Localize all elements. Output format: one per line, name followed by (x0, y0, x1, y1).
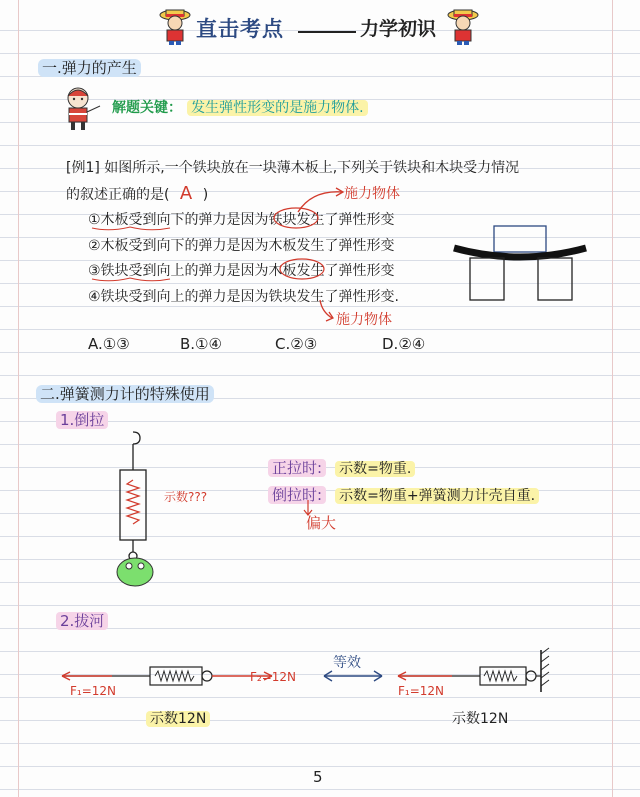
choice-d: D.②④ (382, 335, 426, 353)
f1-left: F₁=12N (70, 684, 117, 698)
choice-b: B.①④ (180, 335, 222, 353)
top-hook (133, 432, 140, 444)
example-answer: A (179, 183, 193, 204)
sub2-heading: 2.拔河 (56, 610, 108, 631)
key-text: 发生弹性形变的是施力物体. (187, 100, 367, 116)
option-2: ②木板受到向下的弹力是因为木板发生了弹性形变 (88, 238, 395, 254)
page-number: 5 (313, 768, 323, 786)
f2-label: F₂=12N (250, 670, 297, 684)
support-left (470, 258, 504, 300)
key-label: 解题关键： (112, 100, 182, 116)
reading-right: 示数12N (452, 711, 509, 727)
sub1-heading: 1.倒拉 (56, 409, 108, 430)
section2-heading: 二.弹簧测力计的特殊使用 (36, 383, 214, 404)
spring (127, 480, 139, 524)
example-line2: 的叙述正确的是( A ) (66, 183, 209, 204)
normal-text: 示数=物重. (335, 461, 415, 477)
tug-of-war-diagram (0, 640, 640, 720)
normal-label: 正拉时: (268, 459, 326, 477)
example-line1: [例1] 如图所示,一个铁块放在一块薄木板上,下列关于铁块和木块受力情况 (66, 160, 520, 176)
normal-pull (268, 457, 415, 478)
equiv-label: 等效 (333, 655, 361, 671)
choice-a: A.①③ (88, 335, 130, 353)
option-4: ④铁块受到向上的弹力是因为铁块发生了弹性形变. (88, 289, 399, 305)
inverted-text: 示数=物重+弹簧测力计壳自重. (335, 488, 539, 504)
iron-block (494, 226, 546, 252)
header-title-b: 力学初识 (360, 18, 437, 40)
annotation-top: 施力物体 (344, 186, 400, 202)
section1-heading: 一.弹力的产生 (38, 57, 141, 78)
choice-c: C.②③ (275, 335, 318, 353)
reading-left: 示数12N (146, 708, 210, 728)
support-right (538, 258, 572, 300)
annotation-bottom: 施力物体 (336, 312, 392, 328)
plank-diagram (452, 222, 592, 306)
inverted-spring-scale (100, 430, 170, 590)
f1-right: F₁=12N (398, 684, 445, 698)
option-1: ①木板受到向下的弹力是因为铁块发生了弹性形变 (88, 212, 395, 228)
header-title-a: 直击考点 (196, 17, 284, 41)
inverted-label: 倒拉时: (268, 486, 326, 504)
bias-text: 偏大 (306, 514, 337, 532)
question-note: 示数??? (164, 490, 208, 504)
weight-creature (117, 558, 153, 586)
spring-scale-right (480, 667, 526, 685)
option-3: ③铁块受到向上的弹力是因为木板发生了弹性形变 (88, 263, 395, 279)
